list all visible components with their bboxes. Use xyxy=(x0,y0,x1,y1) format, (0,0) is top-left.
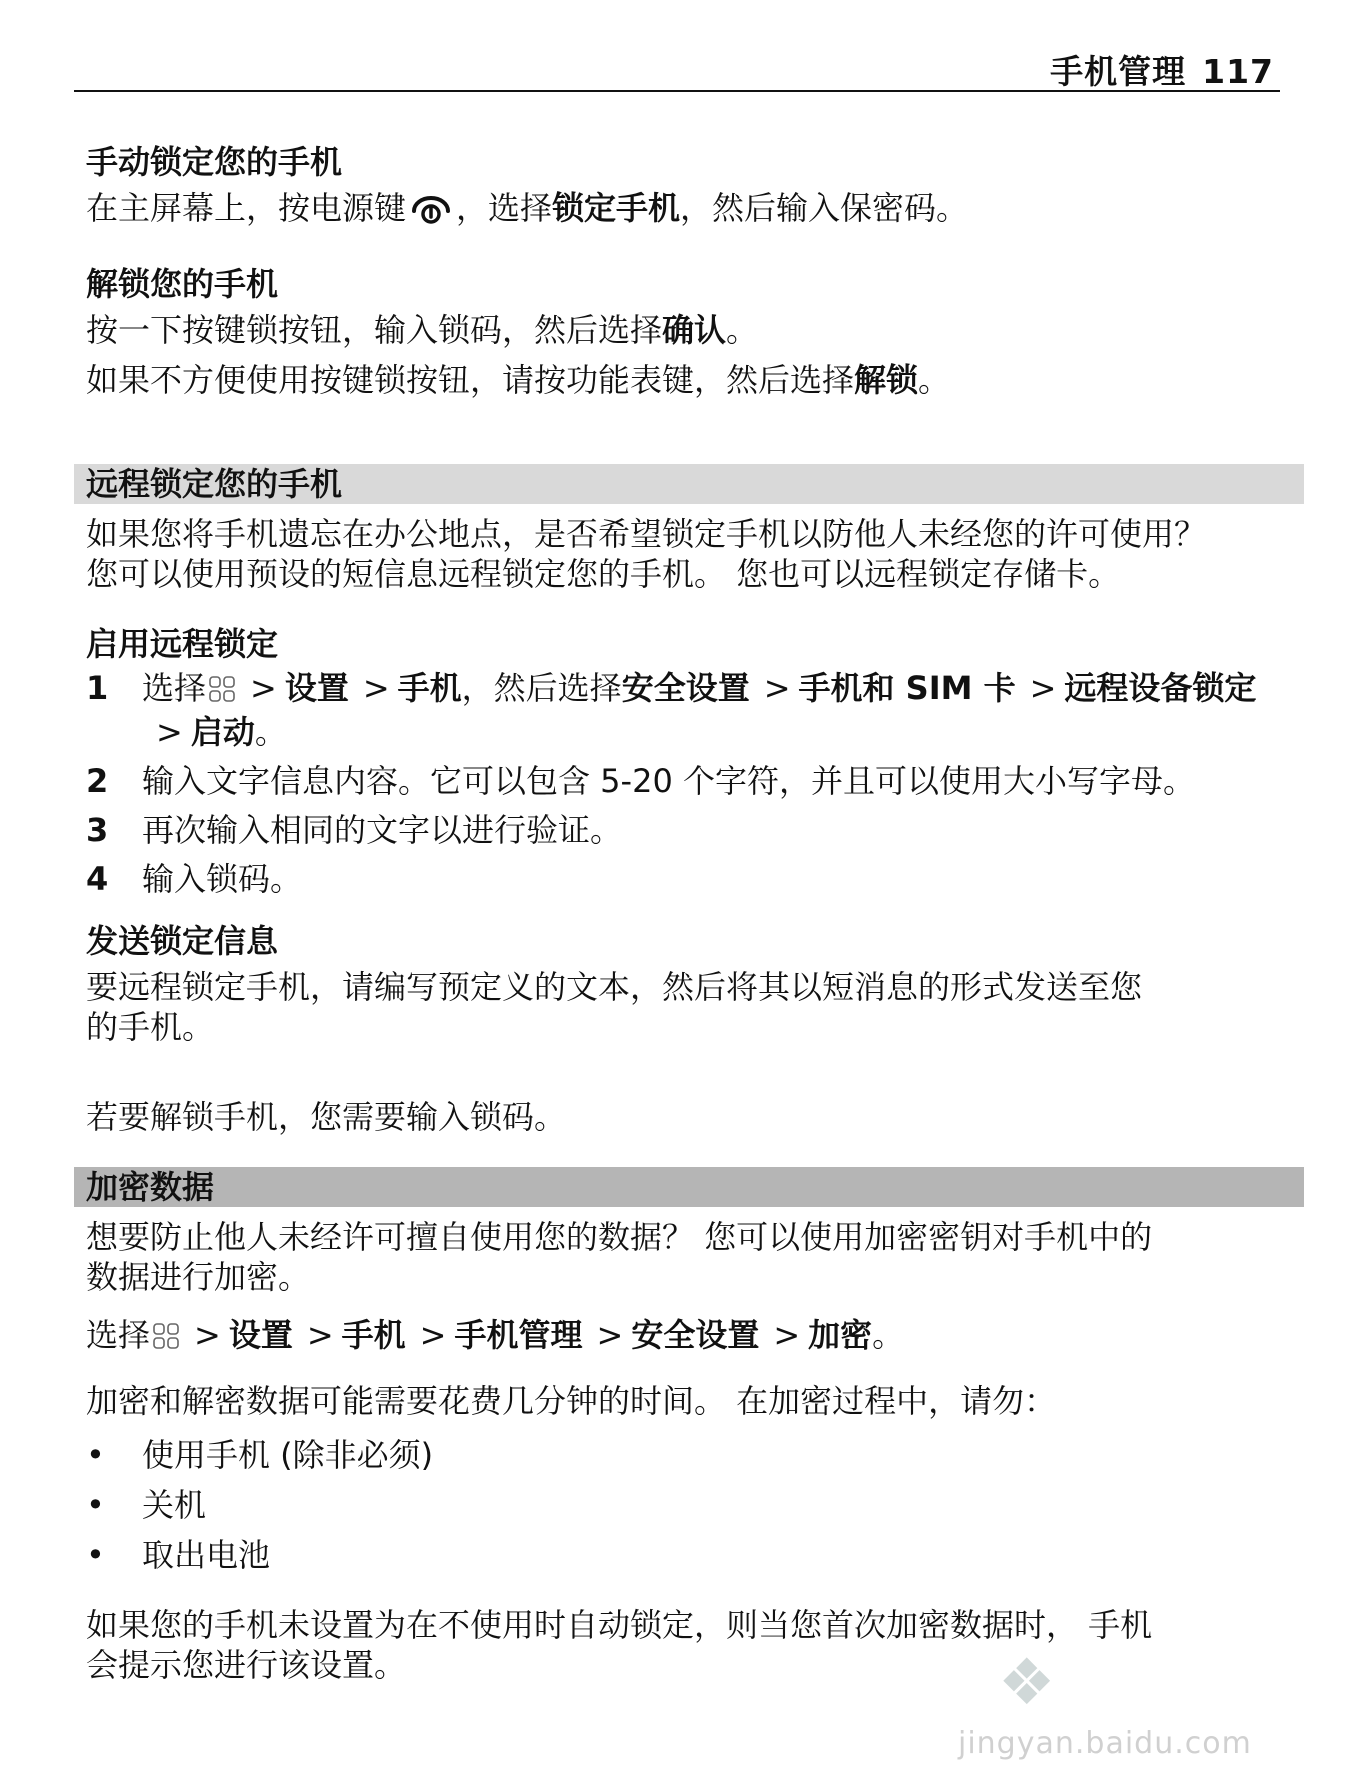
lock-text-post: ，然后输入保密码。 xyxy=(680,189,969,227)
path-separator: > xyxy=(763,669,791,707)
send-lock-message-title: 发送锁定信息 xyxy=(86,922,279,960)
step-text: 再次输入相同的文字以进行验证。 xyxy=(142,811,623,849)
list-item xyxy=(86,1485,1296,1525)
unlock-phone-title: 解锁您的手机 xyxy=(86,265,279,303)
path-separator: > xyxy=(194,1316,221,1354)
lock-text-mid: ，选择 xyxy=(456,189,553,227)
unlock-line-2-post: 。 xyxy=(918,361,951,399)
step-number: 4 xyxy=(86,860,109,898)
path-prefix: 选择 xyxy=(86,1316,151,1354)
confirm-option: 确认 xyxy=(662,311,727,349)
encryption-option: 加密 xyxy=(808,1316,873,1354)
list-item xyxy=(86,1435,1296,1475)
menu-grid-icon xyxy=(208,672,236,712)
path-separator: > xyxy=(250,669,277,707)
phone-option: 手机 xyxy=(397,669,462,707)
page-number: 117 xyxy=(1202,52,1274,91)
step-text: 输入文字信息内容。它可以包含 5-20 个字符，并且可以使用大小写字母。 xyxy=(142,762,1195,800)
step-2 xyxy=(86,761,1296,801)
remote-lock-heading: 远程锁定您的手机 xyxy=(74,464,1304,504)
encrypt-para-line-2: 数据进行加密。 xyxy=(86,1258,311,1296)
unlock-option: 解锁 xyxy=(854,361,919,399)
step-1-end: 。 xyxy=(254,713,287,751)
page-content xyxy=(86,142,1296,1685)
header-text xyxy=(1050,46,1274,93)
security-settings-option: 安全设置 xyxy=(631,1316,760,1354)
list-item-text: 使用手机 (除非必须) xyxy=(142,1436,434,1474)
step-number: 2 xyxy=(86,762,109,800)
running-header xyxy=(74,38,1280,92)
encrypt-menu-path xyxy=(86,1315,1296,1359)
phone-management-option: 手机管理 xyxy=(454,1316,583,1354)
menu-grid-icon xyxy=(152,1319,180,1359)
bullet-list xyxy=(86,1435,1296,1575)
paw-logo-icon: ❖ xyxy=(998,1646,1056,1720)
path-end: 。 xyxy=(872,1316,905,1354)
step-text xyxy=(142,668,1296,752)
unlock-line-1-pre: 按一下按键锁按钮，输入锁码，然后选择 xyxy=(86,311,663,349)
path-separator: > xyxy=(773,1316,801,1354)
path-separator: > xyxy=(306,1316,334,1354)
power-icon xyxy=(410,193,452,234)
encrypt-para-line-1: 想要防止他人未经许可擅自使用您的数据？ 您可以使用加密密钥对手机中的 xyxy=(86,1218,1153,1256)
lock-text-pre: 在主屏幕上，按电源键 xyxy=(86,189,407,227)
unlock-line-2-pre: 如果不方便使用按键锁按钮，请按功能表键，然后选择 xyxy=(86,361,855,399)
lock-phone-option: 锁定手机 xyxy=(552,189,681,227)
send-lock-line-1: 要远程锁定手机，请编写预定义的文本，然后将其以短消息的形式发送至您 xyxy=(86,968,1143,1006)
list-item-text: 取出电池 xyxy=(142,1536,271,1574)
enable-remote-lock-title: 启用远程锁定 xyxy=(86,625,279,663)
step-3 xyxy=(86,810,1296,850)
path-separator: > xyxy=(1029,669,1057,707)
step-number: 1 xyxy=(86,669,109,707)
step-1-prefix: 选择 xyxy=(142,669,207,707)
phone-option: 手机 xyxy=(341,1316,406,1354)
encrypt-data-heading: 加密数据 xyxy=(74,1167,1304,1207)
list-item xyxy=(86,1535,1296,1575)
step-4 xyxy=(86,859,1296,899)
phone-and-sim-option: 手机和 SIM 卡 xyxy=(798,669,1016,707)
step-1-mid: ，然后选择 xyxy=(461,669,622,707)
step-text: 输入锁码。 xyxy=(142,860,303,898)
step-number: 3 xyxy=(86,811,109,849)
step-1 xyxy=(86,668,1296,752)
lock-phone-instruction xyxy=(86,188,1296,234)
settings-option: 设置 xyxy=(284,669,349,707)
path-separator: > xyxy=(419,1316,447,1354)
bullet-icon: • xyxy=(86,1436,105,1474)
closing-line-2: 会提示您进行该设置。 xyxy=(86,1646,407,1684)
remote-lock-para-line-2: 您可以使用预设的短信息远程锁定您的手机。 您也可以远程锁定存储卡。 xyxy=(86,555,1121,593)
path-separator: > xyxy=(156,713,183,751)
bullet-icon: • xyxy=(86,1486,105,1524)
path-separator: > xyxy=(596,1316,624,1354)
list-item-text: 关机 xyxy=(142,1486,207,1524)
path-separator: > xyxy=(362,669,390,707)
send-lock-line-2: 的手机。 xyxy=(86,1008,215,1046)
lock-phone-title: 手动锁定您的手机 xyxy=(86,143,343,181)
bullet-icon: • xyxy=(86,1536,105,1574)
unlock-line-1-post: 。 xyxy=(726,311,759,349)
baidu-watermark xyxy=(934,1638,1294,1768)
unlock-line-2 xyxy=(86,360,1296,400)
encrypt-warning-note: 加密和解密数据可能需要花费几分钟的时间。 在加密过程中，请勿： xyxy=(86,1382,1057,1420)
header-title: 手机管理 xyxy=(1050,52,1187,91)
closing-line-1: 如果您的手机未设置为在不使用时自动锁定，则当您首次加密数据时， 手机 xyxy=(86,1606,1153,1644)
remote-device-lock-option: 远程设备锁定 xyxy=(1064,669,1257,707)
unlock-note: 若要解锁手机，您需要输入锁码。 xyxy=(86,1098,567,1136)
steps-list xyxy=(86,668,1296,899)
enable-option: 启动 xyxy=(190,713,255,751)
remote-lock-para-line-1: 如果您将手机遗忘在办公地点，是否希望锁定手机以防他人未经您的许可使用？ xyxy=(86,515,1207,553)
watermark-url: jingyan.baidu.com xyxy=(958,1726,1252,1761)
security-settings-option: 安全设置 xyxy=(621,669,750,707)
unlock-line-1 xyxy=(86,310,1296,350)
settings-option: 设置 xyxy=(228,1316,293,1354)
